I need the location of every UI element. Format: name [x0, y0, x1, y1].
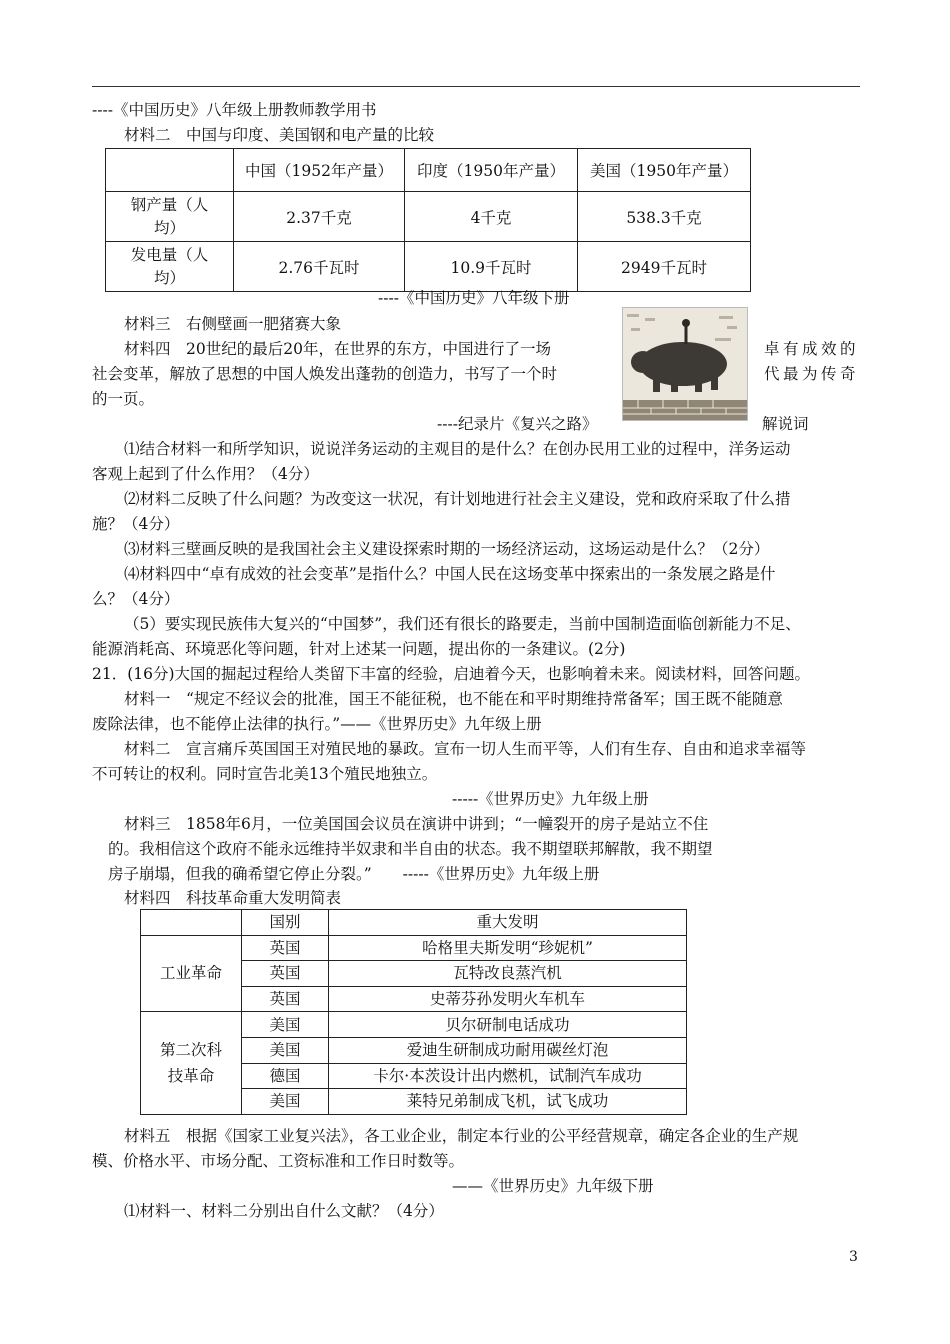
table-cell: 2.37千克: [234, 192, 405, 242]
question-21-1: ⑴材料一、材料二分别出自什么文献？（4分）: [124, 1202, 444, 1220]
material-2-title: 材料二 中国与印度、美国钢和电产量的比较: [124, 126, 435, 144]
table-cell: 美国: [242, 1012, 329, 1038]
table-row: [141, 1012, 687, 1038]
table-source: ----《中国历史》八年级下册: [378, 289, 570, 307]
table-row: [106, 192, 751, 242]
material-5-line1: 材料五 根据《国家工业复兴法》，各工业企业，制定本行业的公平经营规章，确定各企业的生产规: [124, 1127, 799, 1145]
question-2-line1: ⑵材料二反映了什么问题？为改变这一状况，有计划地进行社会主义建设，党和政府采取了什么措: [124, 490, 791, 508]
q21-material-1-line1: 材料一 “规定不经议会的批准，国王不能征税，也不能在和平时期维持常备军；国王既不能随意: [124, 690, 783, 708]
question-3: ⑶材料三壁画反映的是我国社会主义建设探索时期的一场经济运动，这场运动是什么？（2分）: [124, 540, 770, 558]
row-label: 钢产量（人均）: [106, 192, 234, 242]
q21-material-4-title: 材料四 科技革命重大发明简表: [124, 889, 342, 907]
q21-material-1-line2: 废除法律，也不能停止法律的执行。”——《世界历史》九年级上册: [92, 715, 542, 733]
material-3: 材料三 右侧壁画一肥猪赛大象: [124, 315, 342, 333]
question-5-line2: 能源消耗高、环境恶化等问题，针对上述某一问题，提出你的一条建议。(2分): [92, 640, 626, 658]
header-rule: [92, 86, 860, 87]
table-cell: 哈格里夫斯发明“珍妮机”: [329, 935, 687, 961]
material-4-line2-right: 代最为传奇: [764, 365, 860, 383]
steel-electricity-table: [105, 148, 751, 292]
question-5-line1: （5）要实现民族伟大复兴的“中国梦”，我们还有很长的路要走，当前中国制造面临创新能力不足、: [124, 615, 801, 633]
q21-material-3-line1: 材料三 1858年6月，一位美国国会议员在演讲中讲到；“一幢裂开的房子是站立不住: [124, 815, 709, 833]
table-header-cell: 重大发明: [329, 910, 687, 936]
q21-material-2-source: -----《世界历史》九年级上册: [452, 790, 649, 808]
table-cell: 4千克: [405, 192, 578, 242]
table-cell: 538.3千克: [578, 192, 751, 242]
table-cell: 2949千瓦时: [578, 242, 751, 292]
table-header-row: [141, 910, 687, 936]
table-header-cell: 印度（1950年产量）: [405, 149, 578, 192]
table-cell: 贝尔研制电话成功: [329, 1012, 687, 1038]
question-21-intro: 21．(16分)大国的掘起过程给人类留下丰富的经验，启迪着今天，也影响着未来。阅读材料，回答问题。: [92, 665, 811, 683]
table-cell: [106, 149, 234, 192]
page-number: 3: [849, 1249, 858, 1265]
material-4-source-tail: 解说词: [762, 415, 809, 433]
row-label: 发电量（人均）: [106, 242, 234, 292]
table-cell: 爱迪生研制成功耐用碳丝灯泡: [329, 1037, 687, 1063]
question-1-line1: ⑴结合材料一和所学知识，说说洋务运动的主观目的是什么？在创办民用工业的过程中，洋务运动: [124, 440, 791, 458]
pig-mural-image: [622, 307, 748, 421]
question-1-line2: 客观上起到了什么作用？（4分）: [92, 465, 319, 483]
material-4-source: ----纪录片《复兴之路》: [437, 415, 598, 433]
group-label-second-tech-revolution: [141, 1012, 242, 1114]
table-cell: [141, 910, 242, 936]
group-label-line: 第二次科: [159, 1041, 222, 1060]
pig-icon: [623, 308, 747, 420]
table-cell: 瓦特改良蒸汽机: [329, 961, 687, 987]
q21-material-3-line3: 房子崩塌，但我的确希望它停止分裂。” -----《世界历史》九年级上册: [108, 865, 600, 883]
question-2-line2: 施？（4分）: [92, 515, 180, 533]
question-4-line2: 么？（4分）: [92, 590, 180, 608]
table-cell: 10.9千瓦时: [405, 242, 578, 292]
table-header-cell: 国别: [242, 910, 329, 936]
table-cell: 2.76千瓦时: [234, 242, 405, 292]
table-cell: 莱特兄弟制成飞机，试飞成功: [329, 1089, 687, 1115]
q21-material-2-line1: 材料二 宣言痛斥英国国王对殖民地的暴政。宣布一切人生而平等，人们有生存、自由和追求幸福等: [124, 740, 807, 758]
table-cell: 英国: [242, 935, 329, 961]
table-header-row: [106, 149, 751, 192]
material-4-line1-right: 卓有成效的: [764, 340, 860, 358]
table-cell: 德国: [242, 1063, 329, 1089]
source-line: ----《中国历史》八年级上册教师教学用书: [92, 101, 377, 119]
table-cell: 英国: [242, 986, 329, 1012]
q21-material-3-line2: 的。我相信这个政府不能永远维持半奴隶和半自由的状态。我不期望联邦解散，我不期望: [108, 840, 713, 858]
table-cell: 美国: [242, 1037, 329, 1063]
table-header-cell: 中国（1952年产量）: [234, 149, 405, 192]
material-4-line2: 社会变革，解放了思想的中国人焕发出蓬勃的创造力，书写了一个时: [92, 365, 558, 383]
table-row: [106, 242, 751, 292]
group-label-industrial-revolution: 工业革命: [141, 935, 242, 1012]
question-4-line1: ⑷材料四中“卓有成效的社会变革”是指什么？中国人民在这场变革中探索出的一条发展之路是什: [124, 565, 776, 583]
table-cell: 卡尔·本茨设计出内燃机，试制汽车成功: [329, 1063, 687, 1089]
table-cell: 史蒂芬孙发明火车机车: [329, 986, 687, 1012]
table-cell: 美国: [242, 1089, 329, 1115]
group-label-line: 技革命: [167, 1067, 215, 1086]
material-4-line1: 材料四 20世纪的最后20年，在世界的东方，中国进行了一场: [124, 340, 551, 358]
material-4-line3: 的一页。: [92, 390, 155, 408]
table-cell: 英国: [242, 961, 329, 987]
q21-material-2-line2: 不可转让的权利。同时宣告北美13个殖民地独立。: [92, 765, 438, 783]
material-5-line2: 模、价格水平、市场分配、工资标准和工作日时数等。: [92, 1152, 465, 1170]
inventions-table: [140, 909, 687, 1115]
table-row: [141, 935, 687, 961]
table-header-cell: 美国（1950年产量）: [578, 149, 751, 192]
material-5-source: ——《世界历史》九年级下册: [452, 1177, 654, 1195]
